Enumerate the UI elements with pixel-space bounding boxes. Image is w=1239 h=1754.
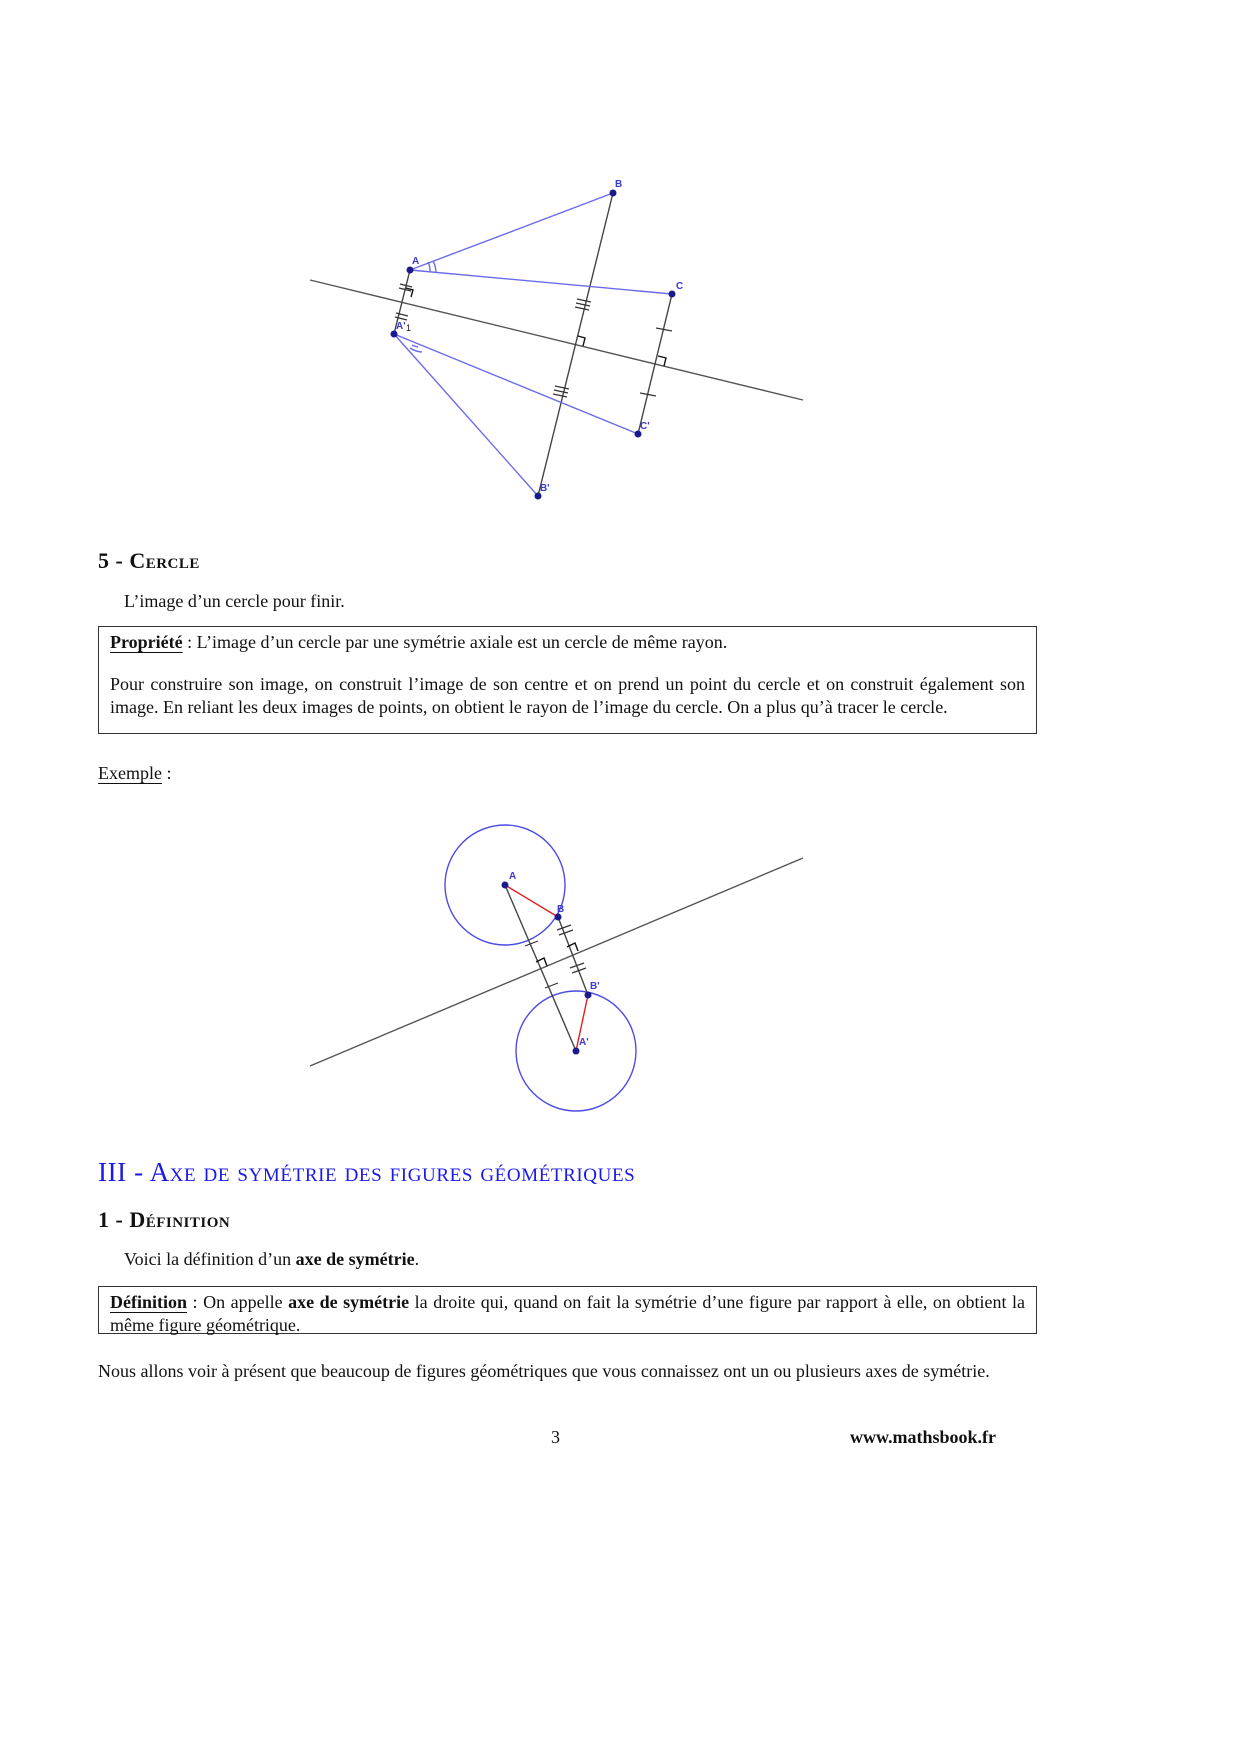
point-a bbox=[407, 267, 414, 274]
segment-bb1 bbox=[558, 917, 588, 995]
point-c bbox=[669, 291, 676, 298]
intro-suffix: . bbox=[414, 1249, 420, 1269]
symmetry-axis bbox=[310, 858, 803, 1066]
point-a1 bbox=[573, 1048, 580, 1055]
property-text: : L’image d’un cercle par une symétrie axiale est un cercle de même rayon. bbox=[182, 632, 728, 652]
triangle-abc bbox=[410, 193, 613, 270]
section-heading-definition: 1 - Définition bbox=[98, 1207, 231, 1232]
label-b: B bbox=[557, 904, 565, 915]
radius-ab bbox=[505, 885, 558, 917]
section-heading-cercle: 5 - Cercle bbox=[98, 548, 200, 573]
example-line bbox=[98, 762, 172, 785]
website-link[interactable]: www.mathsbook.fr bbox=[850, 1427, 997, 1447]
label-c: C bbox=[676, 281, 684, 292]
chapter-heading-axe: III - Axe de symétrie des figures géométriques bbox=[98, 1157, 636, 1187]
definition-text: la droite qui, quand on fait la symétrie d’une figure par rapport à elle, on obtient la même figure géométrique. bbox=[110, 1292, 1025, 1335]
triangle-symmetry-figure bbox=[300, 180, 820, 520]
segment-cc1 bbox=[638, 294, 672, 434]
label-a: A bbox=[412, 256, 420, 267]
point-a bbox=[502, 882, 509, 889]
intro-prefix: Voici la définition d’un bbox=[124, 1249, 296, 1269]
page-number: 3 bbox=[551, 1427, 560, 1447]
definition-intro bbox=[124, 1248, 419, 1271]
triangle-a1b1c1 bbox=[394, 334, 538, 496]
segment-bb1 bbox=[538, 193, 613, 496]
point-b1 bbox=[585, 992, 592, 999]
construction-text: Pour construire son image, on construit l’image de son centre et on prend un point du cercle et on construit également son image. En reliant les deux images de points, on obtient le rayon de l’image du cercle. On a plus qu’à tracer le cercle. bbox=[110, 674, 1025, 717]
label-c1: C' bbox=[640, 421, 650, 432]
label-a1: A' bbox=[579, 1037, 589, 1048]
label-a: A bbox=[509, 871, 517, 882]
section-intro: L’image d’un cercle pour finir. bbox=[124, 591, 345, 611]
definition-box bbox=[98, 1286, 1037, 1334]
label-a1-sub: 1 bbox=[406, 323, 412, 333]
property-box bbox=[98, 626, 1037, 734]
closing-paragraph: Nous allons voir à présent que beaucoup de figures géométriques que vous connaissez ont un ou plusieurs axes de symétrie. bbox=[98, 1361, 990, 1381]
point-b bbox=[610, 190, 617, 197]
label-b1: B' bbox=[590, 981, 600, 992]
symmetry-axis bbox=[310, 280, 803, 400]
property-label: Propriété bbox=[110, 632, 183, 652]
label-b: B bbox=[615, 180, 623, 190]
definition-prefix: : On appelle bbox=[187, 1292, 289, 1312]
segment-aa1 bbox=[505, 885, 576, 1051]
definition-bold: axe de symétrie bbox=[288, 1292, 410, 1312]
label-a1: A' bbox=[396, 321, 406, 332]
example-suffix: : bbox=[161, 763, 172, 783]
label-b1: B' bbox=[540, 483, 550, 494]
example-label: Exemple bbox=[98, 763, 162, 783]
definition-label: Définition bbox=[110, 1292, 188, 1312]
intro-bold: axe de symétrie bbox=[295, 1249, 415, 1269]
circle-symmetry-figure bbox=[300, 815, 820, 1115]
